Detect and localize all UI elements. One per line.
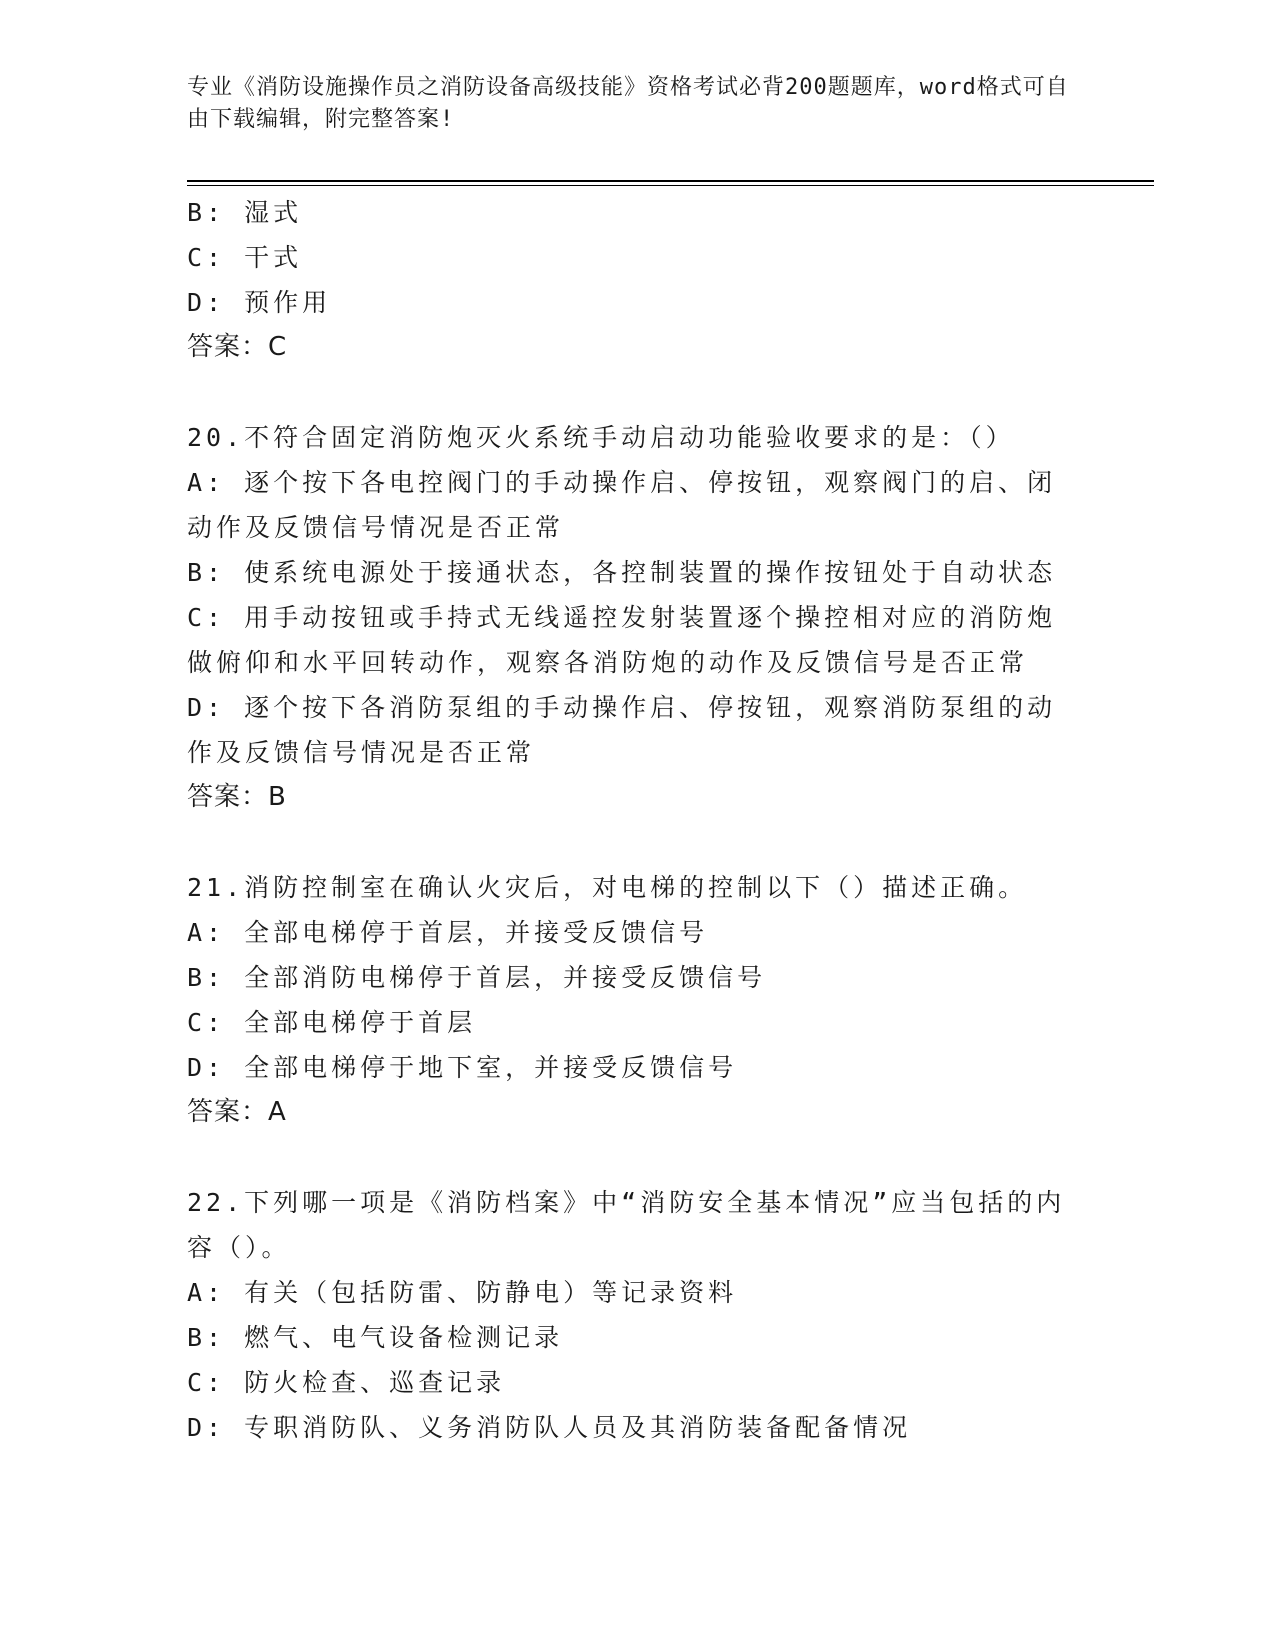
option-b: B: 使系统电源处于接通状态，各控制装置的操作按钮处于自动状态 [187,558,1057,587]
option-c: C: 干式 [187,243,303,272]
question-stem: 21.消防控制室在确认火灾后，对电梯的控制以下（）描述正确。 [187,873,1028,902]
option-c: C: 用手动按钮或手持式无线遥控发射装置逐个操控相对应的消防炮做俯仰和水平回转动作，观察各消防炮的动作及反馈信号是否正常 [187,603,1057,677]
question-20 [187,415,1077,820]
question-stem: 22.下列哪一项是《消防档案》中“消防安全基本情况”应当包括的内容（）。 [187,1188,1066,1262]
question-content [187,190,1077,1450]
header-divider-thick [187,180,1154,182]
spacer [187,1135,1077,1180]
spacer [187,820,1077,865]
answer: 答案：A [187,1097,287,1127]
question-22 [187,1180,1077,1450]
question-stem: 20.不符合固定消防炮灭火系统手动启动功能验收要求的是：（） [187,423,1015,452]
option-d: D: 逐个按下各消防泵组的手动操作启、停按钮，观察消防泵组的动作及反馈信号情况是否正常 [187,693,1057,767]
option-b: B: 湿式 [187,198,303,227]
option-d: D: 全部电梯停于地下室，并接受反馈信号 [187,1053,738,1082]
header-divider-thin [187,185,1154,186]
option-d: D: 预作用 [187,288,332,317]
answer: 答案：B [187,782,287,812]
option-a: A: 全部电梯停于首层，并接受反馈信号 [187,918,709,947]
spacer [187,370,1077,415]
option-c: C: 防火检查、巡查记录 [187,1368,506,1397]
option-a: A: 有关（包括防雷、防静电）等记录资料 [187,1278,738,1307]
prev-question [187,190,1077,370]
answer: 答案：C [187,332,288,362]
option-b: B: 全部消防电梯停于首层，并接受反馈信号 [187,963,767,992]
option-b: B: 燃气、电气设备检测记录 [187,1323,564,1352]
document-header: 专业《消防设施操作员之消防设备高级技能》资格考试必背200题题库，word格式可自由下载编辑，附完整答案! [187,75,1069,132]
option-a: A: 逐个按下各电控阀门的手动操作启、停按钮，观察阀门的启、闭动作及反馈信号情况是否正常 [187,468,1057,542]
question-21 [187,865,1077,1135]
option-c: C: 全部电梯停于首层 [187,1008,477,1037]
option-d: D: 专职消防队、义务消防队人员及其消防装备配备情况 [187,1413,912,1442]
